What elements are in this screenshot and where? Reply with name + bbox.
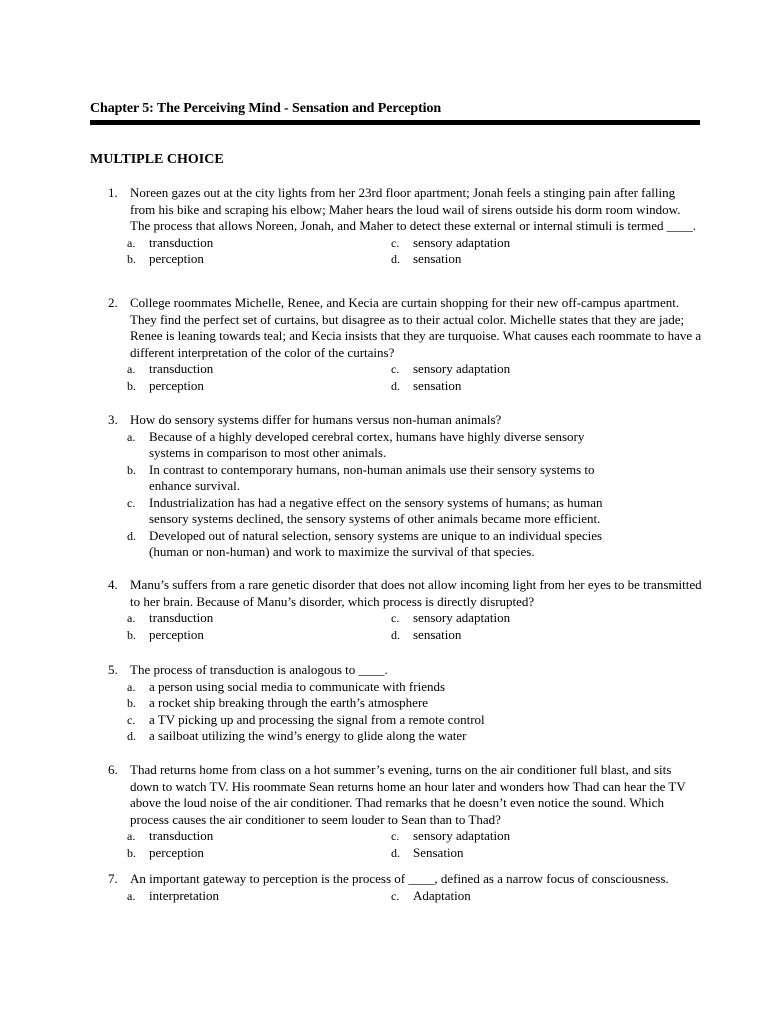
option-b: b. perception [127,251,204,266]
question-text: College roommates Michelle, Renee, and Kecia are curtain shopping for their new off-campus apartment. They find the perfect set of curtains, but disagree as to their actual color. Michelle states that they are jade; Renee is leaning towards teal; and Kecia insists that they are turquoise. What causes each roommate to have a different interpretation of the color of the curtains? [130,295,702,360]
option-a: a. transduction [127,361,214,376]
question-number: 6. [108,762,118,777]
question-3 [108,412,702,561]
option-d: d. sensation [391,251,462,266]
question-1 [108,185,702,268]
chapter-title: Chapter 5: The Perceiving Mind - Sensation and Perception [90,101,442,116]
option-a: a. Because of a highly developed cerebral cortex, humans have highly diverse sensory systems in comparison to most other animals. [127,428,585,460]
answer-options [127,361,702,394]
option-c: c. sensory adaptation [391,610,511,625]
answer-options [127,828,702,861]
question-number: 3. [108,412,118,427]
question-2 [108,295,702,394]
option-d: d. sensation [391,377,462,393]
option-d: d. Developed out of natural selection, sensory systems are unique to an individual species (human or non-human) and work to maximize the survival of that species. [127,527,603,559]
option-b: b. perception [127,377,204,393]
option-a: a. a person using social media to communicate with friends [127,678,446,694]
question-text: Noreen gazes out at the city lights from her 23rd floor apartment; Jonah feels a stinging pain after falling from his bike and scraping his elbow; Maher hears the loud wail of sirens outside his dorm room window. The process that allows Noreen, Jonah, and Maher to detect these external or internal stimuli is termed ____. [130,185,697,233]
section-heading: MULTIPLE CHOICE [90,152,224,167]
option-b: b. perception [127,626,204,642]
title-rule [90,120,700,125]
option-c: c. Adaptation [391,887,471,903]
option-a: a. interpretation [127,887,220,903]
option-c: c. a TV picking up and processing the signal from a remote control [127,711,485,727]
option-a: a. transduction [127,610,214,625]
question-4 [108,577,702,643]
option-d: d. sensation [391,626,462,642]
option-c: c. sensory adaptation [391,361,511,376]
option-b: b. In contrast to contemporary humans, non-human animals use their sensory systems to enhance survival. [127,461,595,493]
answer-options [127,235,702,268]
question-text: How do sensory systems differ for humans versus non-human animals? [130,412,502,427]
option-c: c. sensory adaptation [391,828,511,843]
answer-options [127,610,702,643]
question-number: 1. [108,185,118,200]
question-7 [108,871,702,904]
answer-options [127,679,702,745]
question-number: 5. [108,662,118,677]
option-a: a. transduction [127,234,214,250]
question-number: 4. [108,577,118,592]
question-text: An important gateway to perception is the process of ____, defined as a narrow focus of consciousness. [130,871,669,886]
answer-options [127,888,702,905]
option-a: a. transduction [127,828,214,843]
question-number: 2. [108,295,118,310]
option-c: c. Industrialization has had a negative effect on the sensory systems of humans; as human sensory systems declined, the sensory systems of other animals became more efficient. [127,494,603,526]
question-6 [108,762,702,861]
option-d: d. a sailboat utilizing the wind’s energy to glide along the water [127,728,467,743]
option-c: c. sensory adaptation [391,234,511,250]
option-b: b. a rocket ship breaking through the earth’s atmosphere [127,695,429,710]
question-text: Manu’s suffers from a rare genetic disorder that does not allow incoming light from her eyes to be transmitted to her brain. Because of Manu’s disorder, which process is directly disrupted? [130,577,702,609]
question-text: Thad returns home from class on a hot summer’s evening, turns on the air conditioner full blast, and sits down to watch TV. His roommate Sean returns home an hour later and wonders how Thad can hear the TV above the loud noise of the air conditioner. Thad remarks that he doesn’t even notice the sound. Which process causes the air conditioner to seem louder to Sean than to Thad? [130,762,686,827]
answer-options [127,429,702,561]
question-number: 7. [108,871,118,886]
option-b: b. perception [127,844,204,860]
option-d: d. Sensation [391,844,464,860]
question-5 [108,662,702,745]
question-text: The process of transduction is analogous to ____. [130,662,388,677]
